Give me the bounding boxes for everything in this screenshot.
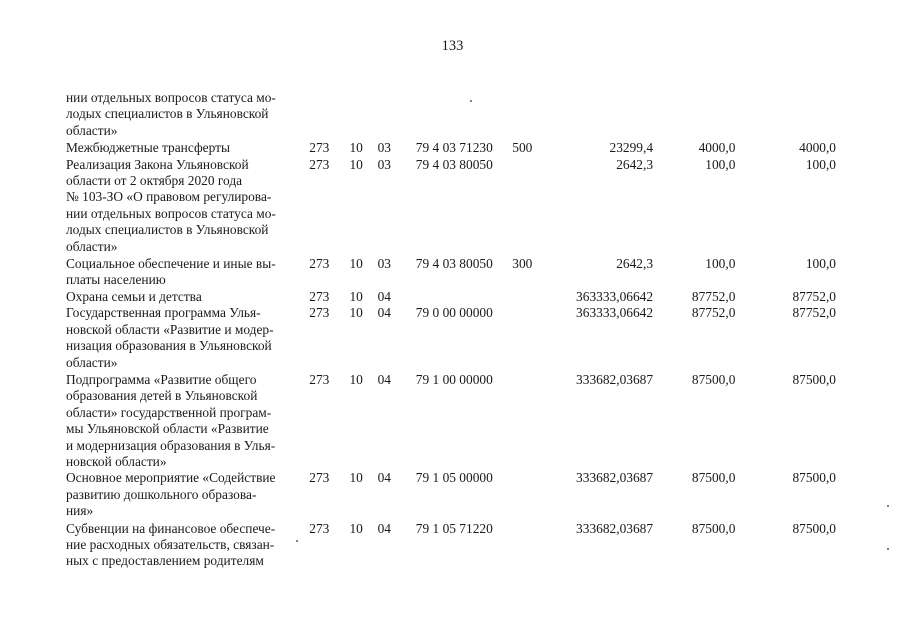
row-amount-year2 [661,90,735,139]
row-name: нии отдельных вопросов статуса мо- лодых специалистов в Ульяновской области» [66,90,276,138]
row-amount-year1: 333682,03687 [576,520,654,536]
row-amount-year2: 100,0 [705,156,736,172]
row-expense-type [512,289,542,305]
row-amount-year1: 2642,3 [616,256,654,272]
table-row [66,520,836,570]
row-target-article: 79 4 03 71230 [415,140,493,156]
row-target-article [416,90,513,139]
row-target-article: 79 4 03 80050 [415,256,493,272]
row-name: Подпрограмма «Развитие общего образования детей в Ульяновской области» государственной програм- мы Ульяновской области «Развитие и модернизация образования в Улья- новской области» [66,371,276,469]
row-amount-year1 [542,90,661,139]
row-name: Государственная программа Улья- новской области «Развитие и модер- низация образования в Ульяновской области» [66,305,274,370]
row-amount-year3: 100,0 [805,256,836,272]
row-subsection: 04 [377,520,391,536]
row-amount-year2: 87500,0 [691,371,736,387]
row-name: Охрана семьи и детства [66,288,202,304]
row-grbs: 273 [309,470,330,486]
row-amount-year2: 87500,0 [691,470,736,486]
scan-speck [470,100,472,102]
row-subsection: 04 [377,288,391,304]
row-target-article: 79 1 00 00000 [415,371,493,387]
page-number: 133 [441,38,464,54]
row-target-article: 79 0 00 00000 [415,305,493,321]
row-subsection: 04 [377,470,391,486]
row-target-article: 79 4 03 80050 [415,156,493,172]
row-amount-year1: 23299,4 [609,140,654,156]
row-amount-year1: 363333,06642 [576,305,654,321]
table-row [66,157,836,255]
row-target-article: 79 1 05 00000 [415,470,493,486]
row-expense-type [512,470,542,519]
row-amount-year3: 87500,0 [792,371,836,387]
row-expense-type [512,157,542,255]
row-subsection: 03 [377,156,391,172]
row-name: Социальное обеспечение и иные вы- платы населению [66,256,276,288]
row-amount-year3: 4000,0 [799,140,836,156]
row-grbs: 273 [309,156,330,172]
table-row [66,139,836,156]
row-amount-year1: 363333,06642 [576,288,654,304]
table-row [66,255,836,289]
row-expense-type [512,90,542,139]
row-subsection: 04 [377,305,391,321]
row-section: 10 [349,520,363,536]
table-row [66,289,836,305]
row-target-article: 79 1 05 71220 [415,520,493,536]
row-subsection: 03 [377,140,391,156]
row-amount-year2: 100,0 [705,256,736,272]
row-section: 10 [349,140,363,156]
scan-speck [887,548,889,550]
table-row [66,305,836,371]
row-name: Реализация Закона Ульяновской области от 2 октября 2020 года № 103-ЗО «О правовом регулирова- нии отдельных вопросов статуса мо- лодых специалистов в Ульяновской области» [66,156,276,254]
row-expense-type [512,305,542,371]
row-section: 10 [349,288,363,304]
row-grbs: 273 [309,288,330,304]
row-section: 10 [349,470,363,486]
row-section: 10 [349,371,363,387]
row-amount-year2: 87752,0 [691,288,736,304]
row-amount-year1: 333682,03687 [576,470,654,486]
row-amount-year3: 87752,0 [792,288,836,304]
row-amount-year1: 333682,03687 [576,371,654,387]
row-amount-year2: 87752,0 [691,305,736,321]
row-subsection [378,90,416,139]
row-grbs [309,90,349,139]
row-name: Основное мероприятие «Содействие развитию дошкольного образова- ния» [66,470,276,519]
row-amount-year3: 100,0 [805,156,836,172]
row-grbs: 273 [309,140,330,156]
table-row [66,470,836,519]
row-expense-type [512,371,542,470]
row-amount-year2: 4000,0 [698,140,736,156]
row-expense-type: 500 [512,140,533,156]
row-name: Субвенции на финансовое обеспече- ние расходных обязательств, связан- ных с предоставлением родителям [66,520,276,569]
row-grbs: 273 [309,371,330,387]
table-row [66,371,836,470]
row-amount-year3: 87752,0 [792,305,836,321]
row-section: 10 [349,305,363,321]
row-expense-type: 300 [512,256,533,272]
row-section [349,90,377,139]
row-grbs: 273 [309,520,330,536]
row-name: Межбюджетные трансферты [66,140,230,156]
budget-table-body [66,90,836,570]
budget-table [66,90,836,570]
row-subsection: 03 [377,256,391,272]
scan-speck [296,540,298,542]
row-amount-year1: 2642,3 [616,156,654,172]
row-amount-year3 [735,90,836,139]
row-section: 10 [349,256,363,272]
row-subsection: 04 [377,371,391,387]
scan-speck [887,505,889,507]
row-grbs: 273 [309,305,330,321]
table-row [66,90,836,139]
row-target-article [416,289,513,305]
row-amount-year3: 87500,0 [792,470,836,486]
row-section: 10 [349,156,363,172]
row-amount-year2: 87500,0 [691,520,736,536]
row-amount-year3: 87500,0 [792,520,836,536]
row-grbs: 273 [309,256,330,272]
row-expense-type [512,520,542,570]
